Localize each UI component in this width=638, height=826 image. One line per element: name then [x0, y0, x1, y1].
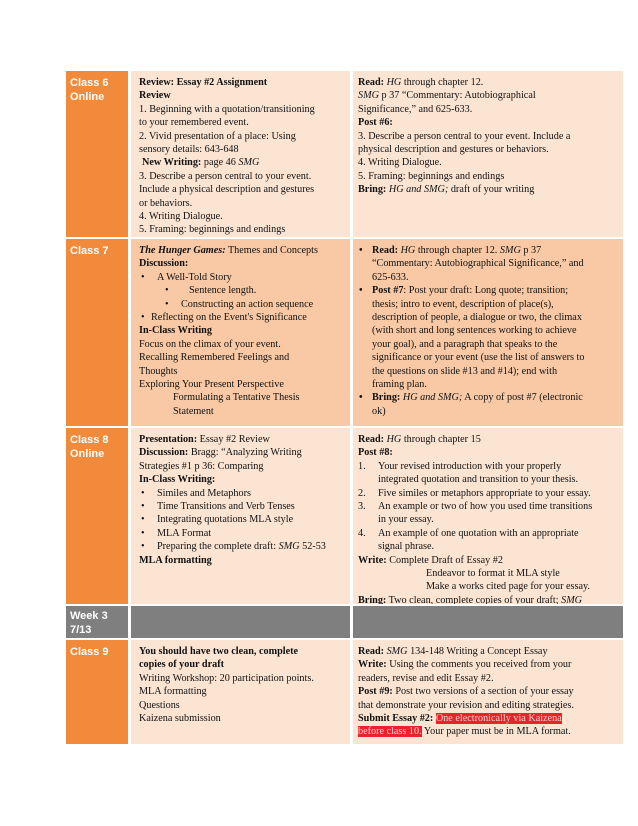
row-label	[66, 239, 128, 426]
assignment-heading: Read:	[358, 646, 385, 657]
assignment-heading: Write:	[358, 659, 387, 671]
topic-line: Statement	[173, 405, 214, 417]
assignment-line: Significance,” and 625-633.	[358, 103, 473, 115]
assignment-text: HG and SMG;	[388, 184, 449, 196]
list-item: • Reflecting on the Event's Significance	[139, 311, 346, 324]
assignment-line: framing plan.	[372, 379, 427, 391]
topic-line: Formulating a Tentative Thesis	[173, 392, 300, 404]
row-label-line: Online	[70, 91, 105, 103]
assignment-line: 3. Describe a person central to your event. Include a	[358, 130, 571, 142]
list-item: • A Well-Told Story	[139, 271, 346, 284]
list-item-text: integrated quotation and transition to your thesis.	[378, 474, 579, 486]
topic-heading: Review	[139, 90, 171, 102]
assignment-text: SMG	[499, 245, 521, 256]
table-row-class-9	[66, 640, 623, 746]
list-number: 3.	[358, 501, 366, 513]
assignments-cell	[350, 239, 623, 426]
assignment-text: Complete Draft of Essay #2	[386, 554, 503, 566]
list-item-text: signal phrase.	[378, 541, 435, 553]
assignment-text: Two clean, complete copies of your draft;	[386, 594, 562, 604]
assignment-text: through chapter 12.	[415, 245, 500, 256]
assignments-cell	[350, 428, 623, 604]
topic-line: 5. Framing: beginnings and endings	[139, 224, 286, 236]
assignment-heading: Post #7	[372, 285, 404, 297]
list-item: • Integrating quotations MLA style	[139, 513, 346, 526]
row-label-line: Class 8	[70, 434, 109, 446]
assignment-text: Your paper must be in MLA format.	[421, 726, 571, 738]
topic-line: Include a physical description and gestures	[139, 184, 315, 196]
assignment-heading: Write:	[358, 554, 387, 566]
table-row-class-6	[66, 71, 623, 239]
row-label	[66, 640, 128, 744]
list-item: • Similes and Metaphors	[139, 487, 346, 500]
highlighted-text: One electronically via Kaizena	[435, 713, 562, 725]
assignment-text: HG and SMG;	[402, 392, 463, 404]
assignment-line: significance or your event (use the list of answers to	[372, 352, 585, 364]
topic-line: MLA formatting	[139, 686, 207, 698]
row-label-line: Week 3	[70, 610, 108, 622]
assignment-text: SMG	[561, 594, 583, 604]
table-row-week-3	[66, 606, 623, 640]
topic-text: page 46	[201, 157, 239, 169]
schedule-table	[66, 71, 623, 746]
assignment-text: through chapter 15	[401, 434, 481, 445]
topics-cell	[128, 428, 350, 604]
assignment-line: the questions on slide #13 and #14); end with	[372, 365, 558, 377]
row-label	[66, 71, 128, 237]
topic-heading: copies of your draft	[139, 659, 224, 671]
list-item-text: Preparing the complete draft:	[157, 541, 279, 553]
assignment-heading: Bring:	[358, 594, 387, 604]
assignment-line: 625-633.	[372, 271, 409, 283]
topic-heading: Presentation:	[139, 434, 198, 445]
topic-heading: MLA formatting	[139, 554, 212, 566]
list-item-text: SMG	[278, 541, 300, 553]
topic-text: SMG	[238, 157, 260, 169]
topic-line: Thoughts	[139, 365, 178, 377]
assignment-line: ok)	[372, 405, 386, 417]
list-item-text: in your essay.	[378, 514, 434, 526]
assignment-line: Endeavor to format it MLA style	[426, 568, 560, 580]
assignment-text: HG	[400, 245, 416, 256]
assignment-text: SMG	[386, 646, 408, 657]
topic-line: Focus on the climax of your event.	[139, 338, 281, 350]
topics-cell	[128, 71, 350, 237]
topic-line: 3. Describe a person central to your event.	[139, 170, 312, 182]
row-label-line: Class 6	[70, 77, 109, 89]
topic-heading: Review: Essay #2 Assignment	[139, 77, 268, 88]
topic-heading: Discussion:	[139, 258, 189, 270]
assignment-heading: Bring:	[372, 392, 401, 404]
assignment-heading: Submit Essay #2:	[358, 713, 434, 725]
topic-line: to your remembered event.	[139, 117, 249, 129]
row-label-line: Class 9	[70, 646, 109, 658]
topic-line: Strategies #1 p 36: Comparing	[139, 460, 264, 472]
assignment-heading: Post #8:	[358, 447, 393, 459]
topic-heading: In-Class Writing:	[139, 474, 216, 486]
assignment-line: Make a works cited page for your essay.	[426, 581, 590, 593]
assignment-text: A copy of post #7 (electronic	[462, 392, 583, 404]
assignment-line: 5. Framing: beginnings and endings	[358, 170, 505, 182]
topic-line: Exploring Your Present Perspective	[139, 379, 284, 391]
topic-heading: Discussion:	[139, 447, 189, 459]
assignment-text: Post two versions of a section of your essay	[392, 686, 574, 698]
topic-heading: New Writing:	[142, 157, 202, 169]
assignment-line: your goal), and a paragraph that speaks to the	[372, 338, 558, 350]
table-row-class-7	[66, 239, 623, 428]
list-item: • Sentence length.	[139, 284, 346, 297]
assignment-line: (with short and long sentences working to achieve	[372, 325, 577, 337]
row-label-line: Class 7	[70, 245, 109, 257]
assignment-text: Using the comments you received from your	[386, 659, 572, 671]
list-number: 4.	[358, 527, 366, 539]
assignment-text: 134-148 Writing a Concept Essay	[407, 646, 548, 657]
row-label-line: 7/13	[70, 624, 92, 636]
list-item: • Constructing an action sequence	[139, 298, 346, 311]
topic-line: 1. Beginning with a quotation/transitioning	[139, 103, 315, 115]
topic-line: Writing Workshop: 20 participation points.	[139, 672, 314, 684]
week-spacer-cell	[128, 606, 350, 638]
list-item-text: An example of one quotation with an appropriate	[378, 527, 579, 539]
list-item: • MLA Format	[139, 527, 346, 540]
assignment-heading: Bring:	[358, 184, 387, 196]
list-number: 1.	[358, 460, 366, 472]
assignment-line: thesis; intro to event, description of place(s),	[372, 298, 554, 310]
topic-heading: You should have two clean, complete	[139, 646, 299, 657]
assignment-text: HG	[386, 77, 402, 88]
topic-line: Kaizena submission	[139, 713, 221, 725]
row-label	[66, 428, 128, 604]
topic-line: Questions	[139, 699, 180, 711]
topic-line: 2. Vivid presentation of a place: Using	[139, 130, 296, 142]
assignment-text: through chapter 12.	[401, 77, 484, 88]
assignment-text: draft of your writing	[448, 184, 535, 196]
assignment-line: physical description and gestures or behaviors.	[358, 144, 549, 156]
list-number: 2.	[358, 487, 366, 499]
assignment-line: 4. Writing Dialogue.	[358, 157, 442, 169]
assignment-line: description of people, a dialogue or two, the climax	[372, 312, 582, 324]
list-item-text: An example or two of how you used time transitions	[378, 501, 593, 513]
assignment-text: SMG	[358, 90, 379, 102]
row-label-line: Online	[70, 448, 105, 460]
highlighted-text: before class 10.	[358, 726, 422, 738]
assignment-text: p 37	[520, 245, 542, 256]
topics-cell	[128, 239, 350, 426]
topic-text: Themes and Concepts	[225, 245, 318, 256]
list-item-text: Your revised introduction with your properly	[378, 460, 562, 472]
topic-line: or behaviors.	[139, 197, 193, 209]
week-spacer-cell	[350, 606, 623, 638]
assignment-heading: Post #6:	[358, 117, 393, 129]
topic-text: Bragg: “Analyzing Writing	[188, 447, 302, 459]
assignment-line: “Commentary: Autobiographical Significance,” and	[372, 258, 584, 270]
topics-cell	[128, 640, 350, 744]
assignment-text: : Post your draft: Long quote; transition;	[403, 285, 569, 297]
topic-line: Recalling Remembered Feelings and	[139, 352, 290, 364]
assignment-heading: Read:	[358, 434, 385, 445]
table-row-class-8	[66, 428, 623, 606]
topic-line: sensory details: 643-648	[139, 144, 239, 156]
topic-heading: The Hunger Games:	[139, 245, 226, 256]
assignments-cell	[350, 71, 623, 237]
topic-heading: In-Class Writing	[139, 325, 212, 337]
topic-line: 4. Writing Dialogue.	[139, 211, 223, 223]
assignment-line: readers, revise and edit Essay #2.	[358, 672, 494, 684]
assignments-cell	[350, 640, 623, 744]
assignment-heading: Read:	[372, 245, 399, 256]
topic-text: Essay #2 Review	[197, 434, 270, 445]
list-item-text: 52-53	[299, 541, 326, 553]
assignment-text: HG	[386, 434, 402, 445]
assignment-line: that demonstrate your revision and editing strategies.	[358, 699, 574, 711]
list-item: • Time Transitions and Verb Tenses	[139, 500, 346, 513]
assignment-text: p 37 “Commentary: Autobiographical	[378, 90, 536, 102]
assignment-heading: Read:	[358, 77, 385, 88]
assignment-heading: Post #9:	[358, 686, 393, 698]
row-label	[66, 606, 128, 638]
list-item-text: Five similes or metaphors appropriate to your essay.	[378, 487, 591, 499]
